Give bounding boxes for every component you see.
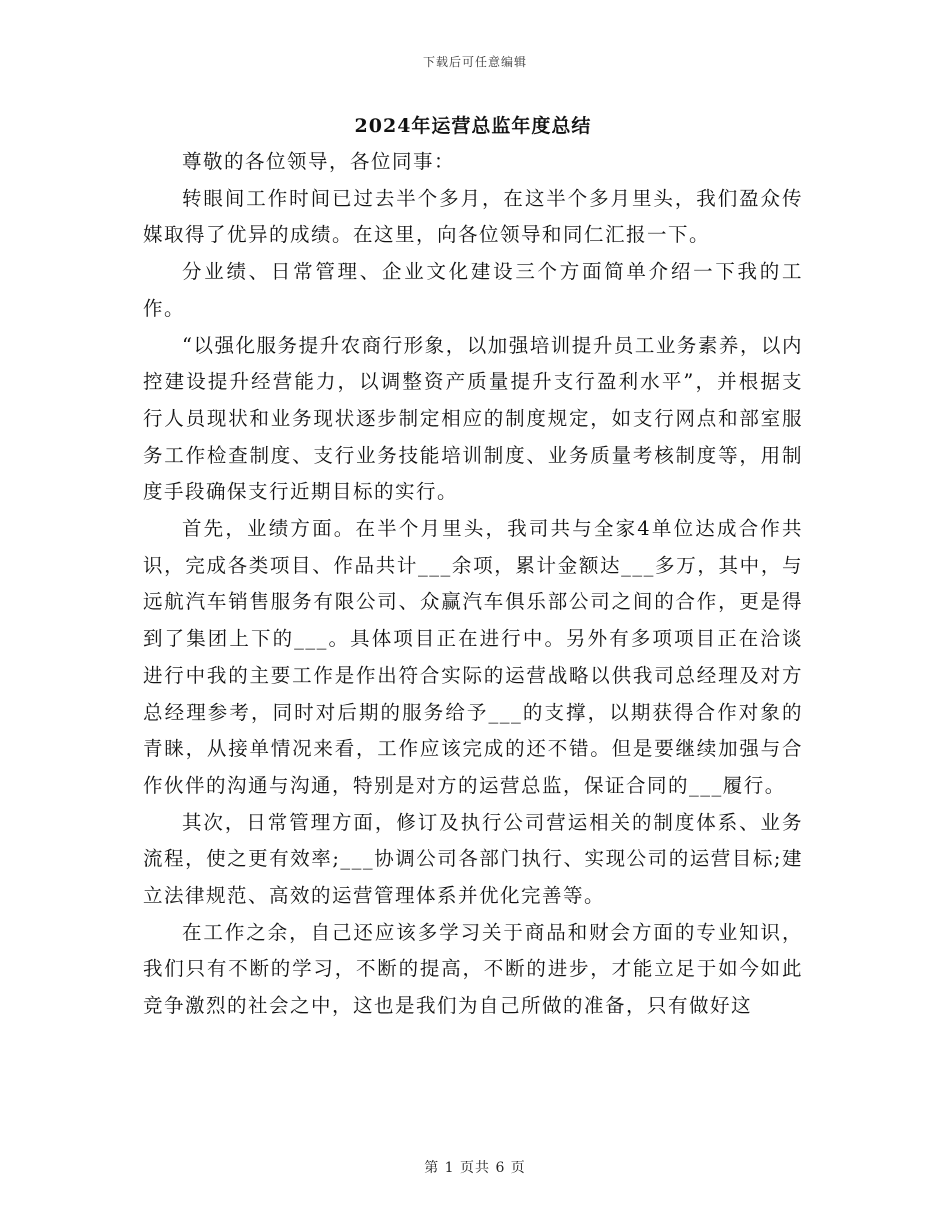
paragraph-overview: 分业绩、日常管理、企业文化建设三个方面简单介绍一下我的工作。	[143, 260, 803, 320]
page-number: 第 1 页共 6 页	[424, 1160, 526, 1176]
paragraph-performance: 首先，业绩方面。在半个月里头，我司共与全家4单位达成合作共识，完成各类项目、作品共计___余项，累计金额达___多万，其中，与远航汽车销售服务有限公司、众赢汽车俱乐部公司之间的合作，更是得到了集团上下的___。具体项目正在进行中。另外有多项项目正在洽谈进行中我的主要工作是作出符合实际的运营战略以供我司总经理及对方总经理参考，同时对后期的服务给予___的支撑，以期获得合作对象的青睐，从接单情况来看，工作应该完成的还不错。但是要继续加强与合作伙伴的沟通与沟通，特别是对方的运营总监，保证合同的___履行。	[143, 517, 803, 797]
paragraph-greeting: 尊敬的各位领导，各位同事：	[182, 150, 456, 173]
paragraph-management: 其次，日常管理方面，修订及执行公司营运相关的制度体系、业务流程，使之更有效率;___协调公司各部门执行、实现公司的运营目标;建立法律规范、高效的运营管理体系并优化完善等。	[143, 810, 803, 908]
document-body	[143, 110, 803, 1025]
paragraph-policy: “以强化服务提升农商行形象，以加强培训提升员工业务素养，以内控建设提升经营能力，以调整资产质量提升支行盈利水平”，并根据支行人员现状和业务现状逐步制定相应的制度规定，如支行网点和部室服务工作检查制度、支行业务技能培训制度、业务质量考核制度等，用制度手段确保支行近期目标的实行。	[143, 333, 803, 504]
document-title: 2024年运营总监年度总结	[354, 115, 592, 137]
paragraph-intro: 转眼间工作时间已过去半个多月，在这半个多月里头，我们盈众传媒取得了优异的成绩。在这里，向各位领导和同仁汇报一下。	[143, 186, 803, 247]
paragraph-learning: 在工作之余，自己还应该多学习关于商品和财会方面的专业知识，我们只有不断的学习，不断的提高，不断的进步，才能立足于如今如此竞争激烈的社会之中，这也是我们为自己所做的准备，只有做好这	[143, 920, 803, 1018]
page-header-note: 下载后可任意编辑	[422, 55, 527, 69]
